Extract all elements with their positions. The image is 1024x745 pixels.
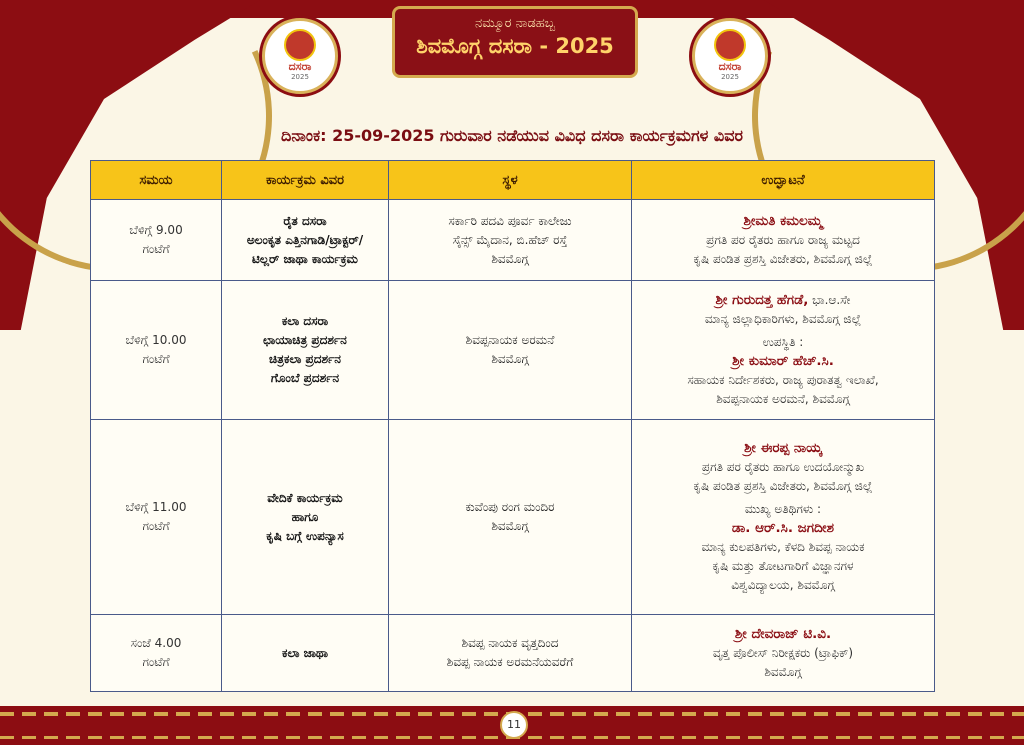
venue-line: ಶಿವಮೊಗ್ಗ bbox=[491, 519, 529, 533]
venue-cell bbox=[389, 615, 632, 692]
header-venue: ಸ್ಥಳ bbox=[389, 161, 632, 200]
program-line: ಚಿತ್ರಕಲಾ ಪ್ರದರ್ಶನ bbox=[269, 352, 341, 366]
venue-line: ಶಿವಮೊಗ್ಗ bbox=[491, 251, 529, 266]
inaugurator-name-line bbox=[638, 291, 928, 310]
program-line: ವೇದಿಕೆ ಕಾರ್ಯಕ್ರಮ bbox=[267, 490, 343, 505]
inaugurator-name: ಶ್ರೀ ಗುರುದತ್ತ ಹೆಗಡೆ, bbox=[715, 292, 809, 308]
inaugurator-name: ಶ್ರೀಮತಿ ಕಮಲಮ್ಮ bbox=[743, 212, 823, 229]
logo-year: 2025 bbox=[721, 73, 739, 81]
program-cell bbox=[222, 200, 389, 281]
venue-cell bbox=[389, 420, 632, 615]
time-line: ಗಂಟೆಗೆ bbox=[142, 352, 170, 366]
time-line: ಗಂಟೆಗೆ bbox=[142, 242, 170, 256]
header-inauguration: ಉದ್ಘಾಟನೆ bbox=[632, 161, 935, 200]
table-row bbox=[91, 420, 935, 615]
venue-line: ಶಿವಪ್ಪ ನಾಯಕ ವೃತ್ತದಿಂದ bbox=[461, 636, 559, 650]
inaugurator-title: ಭಾ.ಆ.ಸೇ bbox=[808, 293, 851, 307]
inaugurator-desc: ಕೃಷಿ ಪಂಡಿತ ಪ್ರಶಸ್ತಿ ವಿಜೇತರು, ಶಿವಮೊಗ್ಗ ಜಿಲ್ಲೆ bbox=[693, 251, 873, 266]
time-line: ಗಂಟೆಗೆ bbox=[142, 519, 170, 533]
table-row bbox=[91, 200, 935, 281]
inauguration-cell bbox=[632, 200, 935, 281]
banner-title: ಶಿವಮೊಗ್ಗ ದಸರಾ - 2025 bbox=[416, 34, 614, 58]
guest-desc: ವಿಶ್ವವಿದ್ಯಾಲಯ, ಶಿವಮೊಗ್ಗ bbox=[731, 578, 835, 592]
page-number: 11 bbox=[500, 711, 528, 739]
logo-year: 2025 bbox=[291, 73, 309, 81]
inaugurator-desc: ಕೃಷಿ ಪಂಡಿತ ಪ್ರಶಸ್ತಿ ವಿಜೇತರು, ಶಿವಮೊಗ್ಗ ಜಿಲ್ಲೆ bbox=[693, 479, 873, 493]
program-cell bbox=[222, 615, 389, 692]
program-line: ಕೃಷಿ ಬಗ್ಗೆ ಉಪನ್ಯಾಸ bbox=[266, 528, 344, 543]
venue-line: ಸೈನ್ಸ್ ಮೈದಾನ, ಬಿ.ಹೆಚ್ ರಸ್ತೆ bbox=[452, 232, 568, 247]
time-line: ಸಂಜೆ 4.00 bbox=[130, 636, 182, 650]
program-line: ಗೊಂಬೆ ಪ್ರದರ್ಶನ bbox=[270, 371, 340, 385]
banner-subtitle: ನಮ್ಮೂರ ನಾಡಹಬ್ಬ bbox=[474, 16, 556, 31]
program-line: ಛಾಯಾಚಿತ್ರ ಪ್ರದರ್ಶನ bbox=[263, 333, 347, 347]
inauguration-cell bbox=[632, 615, 935, 692]
time-cell bbox=[91, 200, 222, 281]
venue-line: ಶಿವಪ್ಪನಾಯಕ ಅರಮನೆ bbox=[465, 333, 555, 347]
guest-desc: ಶಿವಪ್ಪನಾಯಕ ಅರಮನೆ, ಶಿವಮೊಗ್ಗ bbox=[716, 392, 850, 406]
inaugurator-desc: ಶಿವಮೊಗ್ಗ bbox=[764, 664, 802, 679]
program-line: ಟಿಲ್ಲರ್ ಜಾಥಾ ಕಾರ್ಯಕ್ರಮ bbox=[252, 251, 358, 266]
program-cell bbox=[222, 281, 389, 420]
time-cell bbox=[91, 420, 222, 615]
schedule-table bbox=[90, 160, 935, 692]
inauguration-cell bbox=[632, 281, 935, 420]
venue-line: ಸರ್ಕಾರಿ ಪದವಿ ಪೂರ್ವ ಕಾಲೇಜು bbox=[448, 213, 572, 228]
time-cell bbox=[91, 615, 222, 692]
guest-desc: ಮಾನ್ಯ ಕುಲಪತಿಗಳು, ಕೆಳದಿ ಶಿವಪ್ಪ ನಾಯಕ bbox=[701, 540, 865, 554]
program-line: ಕಲಾ ದಸರಾ bbox=[281, 314, 329, 328]
guest-desc: ಸಹಾಯಕ ನಿರ್ದೇಶಕರು, ರಾಜ್ಯ ಪುರಾತತ್ವ ಇಲಾಖೆ, bbox=[687, 373, 879, 387]
guest-desc: ಕೃಷಿ ಮತ್ತು ತೋಟಗಾರಿಗೆ ವಿಜ್ಞಾನಗಳ bbox=[712, 559, 854, 573]
guest-name: ಶ್ರೀ ಕುಮಾರ್ ಹೆಚ್.ಸಿ. bbox=[732, 353, 834, 369]
title-banner bbox=[392, 6, 638, 78]
presence-label: ಉಪಸ್ಥಿತಿ : bbox=[762, 335, 804, 349]
program-line: ಕಲಾ ಜಾಥಾ bbox=[282, 645, 328, 660]
venue-line: ಶಿವಮೊಗ್ಗ bbox=[491, 352, 529, 366]
venue-cell bbox=[389, 200, 632, 281]
program-line: ರೈತ ದಸರಾ bbox=[283, 213, 327, 228]
time-line: ಗಂಟೆಗೆ bbox=[142, 655, 170, 669]
logo-text: ದಸರಾ bbox=[288, 60, 312, 73]
table-header-row bbox=[91, 161, 935, 200]
chief-guest-label: ಮುಖ್ಯ ಅತಿಥಿಗಳು : bbox=[744, 502, 822, 516]
header-program: ಕಾರ್ಯಕ್ರಮ ವಿವರ bbox=[222, 161, 389, 200]
time-line: ಬೆಳಿಗ್ಗೆ 10.00 bbox=[125, 333, 187, 347]
venue-line: ಶಿವಪ್ಪ ನಾಯಕ ಅರಮನೆಯವರೆಗೆ bbox=[446, 655, 574, 669]
inauguration-cell bbox=[632, 420, 935, 615]
inaugurator-name: ಶ್ರೀ ಈರಪ್ಪ ನಾಯ್ಕ bbox=[744, 440, 822, 456]
dasara-logo-right bbox=[692, 18, 768, 94]
schedule-heading: ದಿನಾಂಕ: 25-09-2025 ಗುರುವಾರ ನಡೆಯುವ ವಿವಿಧ ದಸರಾ ಕಾರ್ಯಕ್ರಮಗಳ ವಿವರ bbox=[281, 126, 743, 145]
inaugurator-name: ಶ್ರೀ ದೇವರಾಜ್ ಟಿ.ವಿ. bbox=[734, 625, 832, 642]
header-time: ಸಮಯ bbox=[91, 161, 222, 200]
program-line: ಹಾಗೂ bbox=[291, 509, 319, 524]
venue-cell bbox=[389, 281, 632, 420]
venue-line: ಕುವೆಂಪು ರಂಗ ಮಂದಿರ bbox=[465, 500, 555, 514]
logo-emblem-icon bbox=[284, 29, 316, 61]
program-cell bbox=[222, 420, 389, 615]
guest-name: ಡಾ. ಆರ್.ಸಿ. ಜಗದೀಶ bbox=[731, 520, 835, 536]
inaugurator-desc: ವೃತ್ತ ಪೊಲೀಸ್ ನಿರೀಕ್ಷಕರು (ಟ್ರಾಫಿಕ್) bbox=[712, 645, 854, 660]
program-line: ಅಲಂಕೃತ ಎತ್ತಿನಗಾಡಿ/ಟ್ರಾಕ್ಟರ್/ bbox=[246, 232, 364, 247]
table-row bbox=[91, 615, 935, 692]
table-row bbox=[91, 281, 935, 420]
inaugurator-desc: ಪ್ರಗತಿ ಪರ ರೈತರು ಹಾಗೂ ರಾಜ್ಯ ಮಟ್ಟದ bbox=[706, 232, 860, 247]
inaugurator-desc: ಮಾನ್ಯ ಜಿಲ್ಲಾಧಿಕಾರಿಗಳು, ಶಿವಮೊಗ್ಗ ಜಿಲ್ಲೆ bbox=[704, 312, 862, 326]
logo-emblem-icon bbox=[714, 29, 746, 61]
time-line: ಬೆಳಿಗ್ಗೆ 11.00 bbox=[125, 500, 187, 514]
time-cell bbox=[91, 281, 222, 420]
logo-text: ದಸರಾ bbox=[718, 60, 742, 73]
dasara-logo-left bbox=[262, 18, 338, 94]
time-line: ಬೆಳಿಗ್ಗೆ 9.00 bbox=[129, 223, 183, 237]
inaugurator-desc: ಪ್ರಗತಿ ಪರ ರೈತರು ಹಾಗೂ ಉದಯೋನ್ಮುಖ bbox=[701, 460, 865, 474]
